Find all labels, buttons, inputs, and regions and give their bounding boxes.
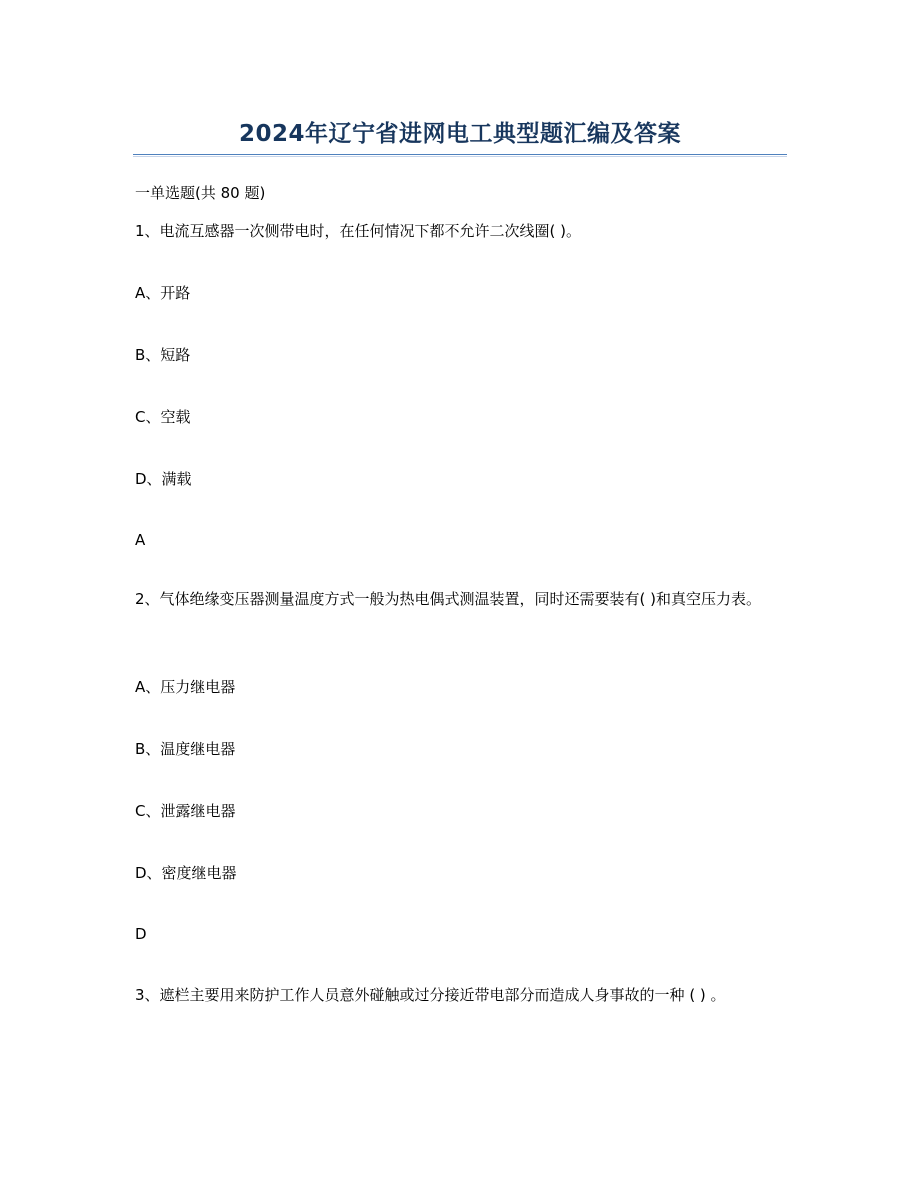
question-2-stem: 2、气体绝缘变压器测量温度方式一般为热电偶式测温装置，同时还需要装有( )和真空压力表。	[135, 590, 762, 608]
question-1-option-a: A、开路	[135, 284, 191, 302]
question-2-option-b: B、温度继电器	[135, 740, 236, 758]
question-3-stem: 3、遮栏主要用来防护工作人员意外碰触或过分接近带电部分而造成人身事故的一种 ( ) 。	[135, 986, 726, 1004]
question-2-option-c: C、泄露继电器	[135, 802, 236, 820]
question-1-stem: 1、电流互感器一次侧带电时，在任何情况下都不允许二次线圈( )。	[135, 222, 582, 240]
question-1-option-b: B、短路	[135, 346, 191, 364]
page-title: 2024年辽宁省进网电工典型题汇编及答案	[238, 121, 681, 147]
question-1-option-d: D、满载	[135, 470, 192, 488]
question-2-option-d: D、密度继电器	[135, 864, 237, 882]
question-2-option-a: A、压力继电器	[135, 678, 236, 696]
question-2-answer: D	[135, 925, 147, 943]
section-heading: 一单选题(共 80 题)	[135, 184, 266, 202]
question-1-answer: A	[135, 531, 146, 549]
title-divider	[133, 154, 787, 157]
question-1-option-c: C、空载	[135, 408, 191, 426]
